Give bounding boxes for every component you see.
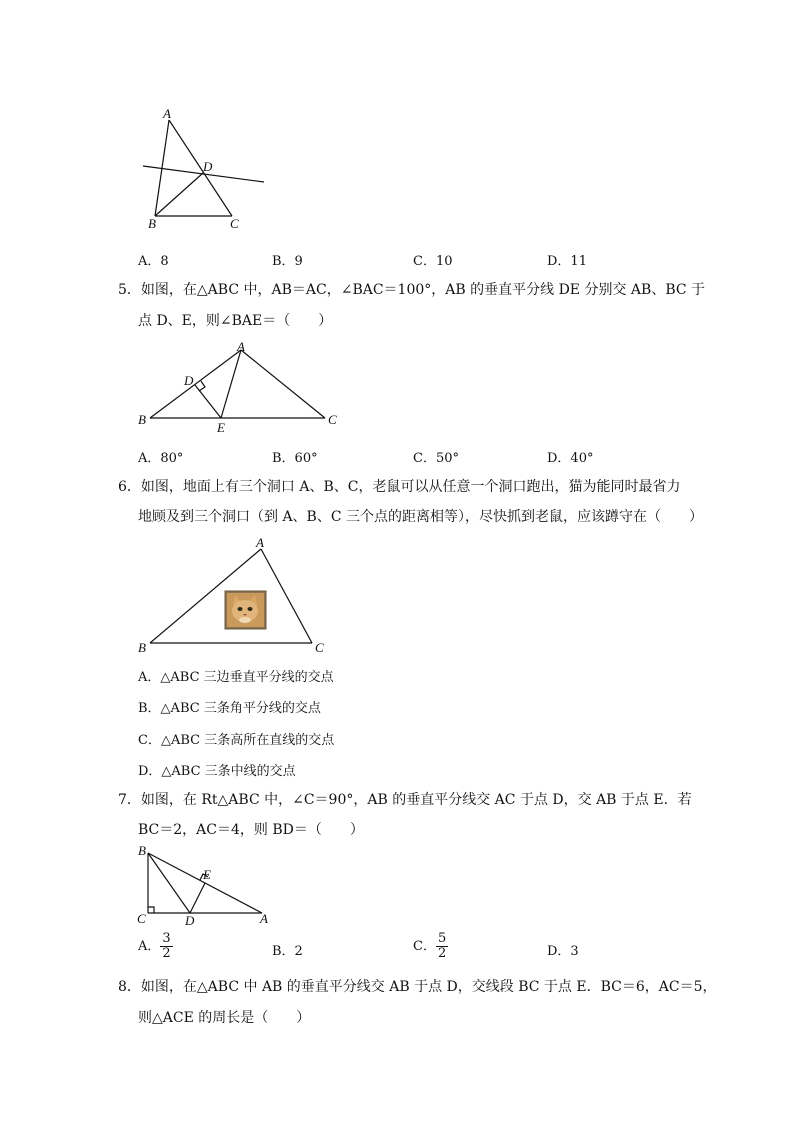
q6-label-b: B	[138, 640, 146, 655]
q7-label-b: B	[138, 843, 146, 858]
q7-segment-bd	[148, 853, 190, 913]
q8-question-line2: 则△ACE 的周长是（ ）	[138, 1010, 311, 1026]
q7-option-d[interactable]: D．3	[547, 944, 579, 959]
q6-option-c[interactable]: C．△ABC 三条高所在直线的交点	[138, 733, 335, 748]
q5-option-c[interactable]: C．50°	[413, 451, 459, 466]
q4-label-a: A	[163, 106, 171, 121]
q4-option-b[interactable]: B．9	[272, 254, 303, 269]
q6-segment-ac	[261, 549, 312, 643]
q6-option-d[interactable]: D．△ABC 三条中线的交点	[138, 764, 296, 779]
q6-option-a[interactable]: A．△ABC 三边垂直平分线的交点	[138, 670, 334, 685]
q4-option-d[interactable]: D．11	[547, 254, 587, 269]
q4-label-c: C	[230, 216, 239, 231]
q7-option-c-fraction	[436, 932, 448, 961]
q4-option-c[interactable]: C．10	[413, 254, 453, 269]
q5-question-line1: 5．如图，在△ABC 中，AB＝AC，∠BAC＝100°，AB 的垂直平分线 DE 分别交 AB、BC 于	[118, 282, 706, 298]
q6-label-c: C	[315, 640, 324, 655]
q5-label-c: C	[328, 412, 337, 427]
q7-right-angle-c	[148, 907, 154, 913]
q7-option-b[interactable]: B．2	[272, 944, 303, 959]
q5-segment-ab	[150, 350, 241, 418]
q5-label-a: A	[237, 339, 245, 354]
q6-label-a: A	[256, 535, 264, 550]
cat-image	[225, 591, 266, 629]
q7-segment-de	[190, 883, 205, 913]
q6-question-line1: 6．如图，地面上有三个洞口 A、B、C，老鼠可以从任意一个洞口跑出，猫为能同时最省力	[118, 479, 681, 495]
q5-segment-ac	[241, 350, 325, 418]
q4-segment-ac	[169, 120, 232, 216]
q5-segment-de	[195, 385, 221, 418]
q8-question-line1: 8．如图，在△ABC 中 AB 的垂直平分线交 AB 于点 D，交线段 BC 于点 E．BC＝6，AC＝5，	[118, 979, 717, 995]
q7-question-line2: BC＝2，AC＝4，则 BD＝（ ）	[138, 822, 364, 838]
q5-question-line2: 点 D、E，则∠BAE＝（ ）	[138, 313, 333, 329]
q5-option-b[interactable]: B．60°	[272, 451, 318, 466]
q7-figure	[133, 843, 283, 928]
q7-option-c-numerator: 5	[437, 931, 447, 946]
q5-label-b: B	[138, 412, 146, 427]
q7-label-e: E	[203, 867, 211, 882]
q5-option-d[interactable]: D．40°	[547, 451, 594, 466]
q5-figure	[135, 338, 350, 438]
q6-question-line2: 地顾及到三个洞口（到 A、B、C 三个点的距离相等），尽快抓到老鼠，应该蹲守在（ ）	[138, 509, 704, 525]
q7-question-line1: 7．如图，在 Rt△ABC 中，∠C＝90°，AB 的垂直平分线交 AC 于点 D，交 AB 于点 E．若	[118, 792, 692, 808]
q6-figure	[135, 535, 335, 657]
q4-segment-bd	[155, 173, 203, 216]
q7-label-c: C	[137, 911, 146, 926]
q4-option-a[interactable]: A．8	[138, 254, 169, 269]
q7-label-a: A	[260, 911, 268, 926]
q4-label-b: B	[148, 216, 156, 231]
q4-figure	[135, 100, 275, 240]
q6-option-b[interactable]: B．△ABC 三条角平分线的交点	[138, 701, 321, 716]
q7-label-d: D	[185, 913, 195, 928]
q5-label-e: E	[217, 420, 225, 435]
q7-option-a-prefix: A．	[138, 939, 161, 954]
q7-option-c-denominator: 2	[437, 946, 447, 961]
q7-option-a-numerator: 3	[162, 931, 171, 946]
q5-option-a[interactable]: A．80°	[138, 451, 184, 466]
q7-option-a[interactable]	[138, 932, 173, 961]
q7-option-c-prefix: C．	[413, 939, 436, 954]
q5-segment-ae	[221, 350, 241, 418]
q7-option-a-fraction	[160, 932, 172, 961]
q4-label-d: D	[203, 159, 213, 174]
q7-option-c[interactable]	[413, 932, 448, 961]
q5-label-d: D	[184, 373, 194, 388]
q7-option-a-denominator: 2	[162, 946, 171, 961]
q5-right-angle-mark	[199, 381, 205, 391]
